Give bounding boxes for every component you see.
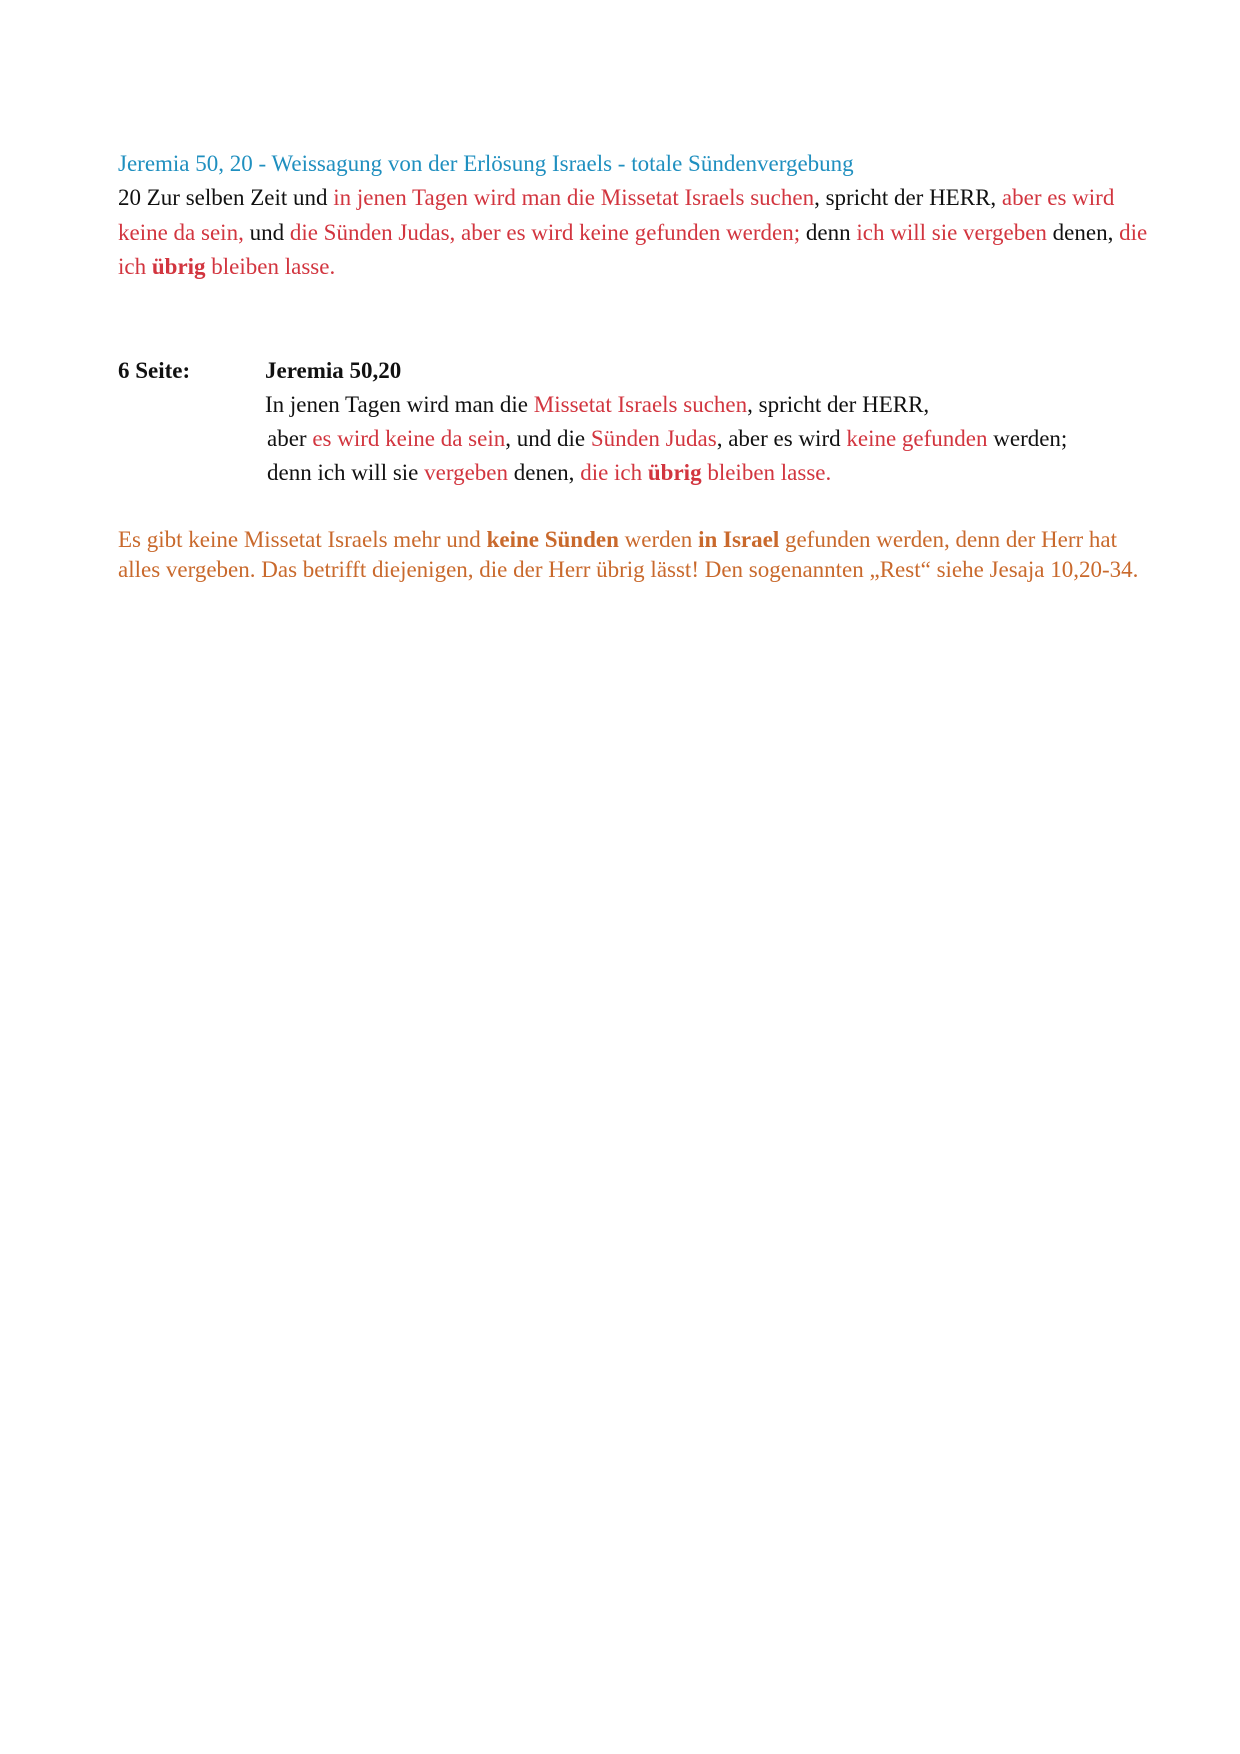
text-run: werden;: [987, 426, 1068, 451]
text-run: Es gibt keine Missetat Israels mehr und: [118, 527, 487, 552]
text-run: ich will sie vergeben: [856, 219, 1047, 245]
text-run: die ich: [580, 460, 648, 485]
verse-line-1: [265, 388, 929, 422]
text-run: die ich: [118, 219, 1148, 279]
text-run: Sünden Judas: [590, 426, 717, 451]
text-run: gefunden werden, denn der Herr hat alles vergeben. Das betrifft diejenigen, die der Herr übrig lässt! Den sogenannten „Rest“ siehe Jesaja 10,20-34.: [118, 527, 1139, 582]
text-run: vergeben: [424, 460, 509, 485]
text-run: werden: [618, 527, 699, 552]
text-run: und: [243, 219, 290, 245]
text-run: , spricht der HERR,: [814, 185, 1002, 210]
page-reference-label: 6 Seite:: [118, 358, 191, 383]
verse-heading: Jeremia 50, 20 - Weissagung von der Erlösung Israels - totale Sündenvergebung: [118, 151, 854, 176]
verse-line-2: [267, 422, 1067, 456]
text-run: aber: [267, 426, 313, 451]
text-run: es wird keine da sein: [312, 426, 506, 451]
text-run: , aber es wird: [716, 426, 847, 451]
text-run: keine gefunden: [846, 426, 988, 451]
verse-reference-title: Jeremia 50,20: [265, 358, 402, 383]
text-run: aber es wird keine da sein,: [118, 185, 1115, 245]
text-run: keine Sünden: [486, 527, 619, 552]
text-run: , und die: [505, 426, 591, 451]
text-run: bleiben lasse.: [701, 460, 832, 485]
text-run: übrig: [151, 254, 206, 279]
text-run: die Sünden Judas, aber es wird keine gefunden werden;: [289, 219, 801, 245]
text-run: denen,: [1046, 219, 1120, 245]
text-run: bleiben lasse.: [205, 254, 336, 279]
verse-paragraph: [118, 181, 1168, 285]
commentary-paragraph: [118, 525, 1158, 584]
text-run: denen,: [508, 460, 581, 485]
text-run: 20 Zur selben Zeit und: [118, 185, 334, 210]
text-run: übrig: [647, 460, 702, 485]
text-run: denn: [800, 219, 857, 245]
text-run: in jenen Tagen wird man die Missetat Israels suchen: [333, 185, 815, 210]
text-run: , spricht der HERR,: [747, 392, 930, 417]
text-run: in Israel: [698, 527, 780, 552]
text-run: Missetat Israels suchen: [533, 392, 748, 417]
text-run: In jenen Tagen wird man die: [265, 392, 534, 417]
text-run: denn ich will sie: [267, 460, 425, 485]
verse-line-3: [267, 456, 831, 490]
